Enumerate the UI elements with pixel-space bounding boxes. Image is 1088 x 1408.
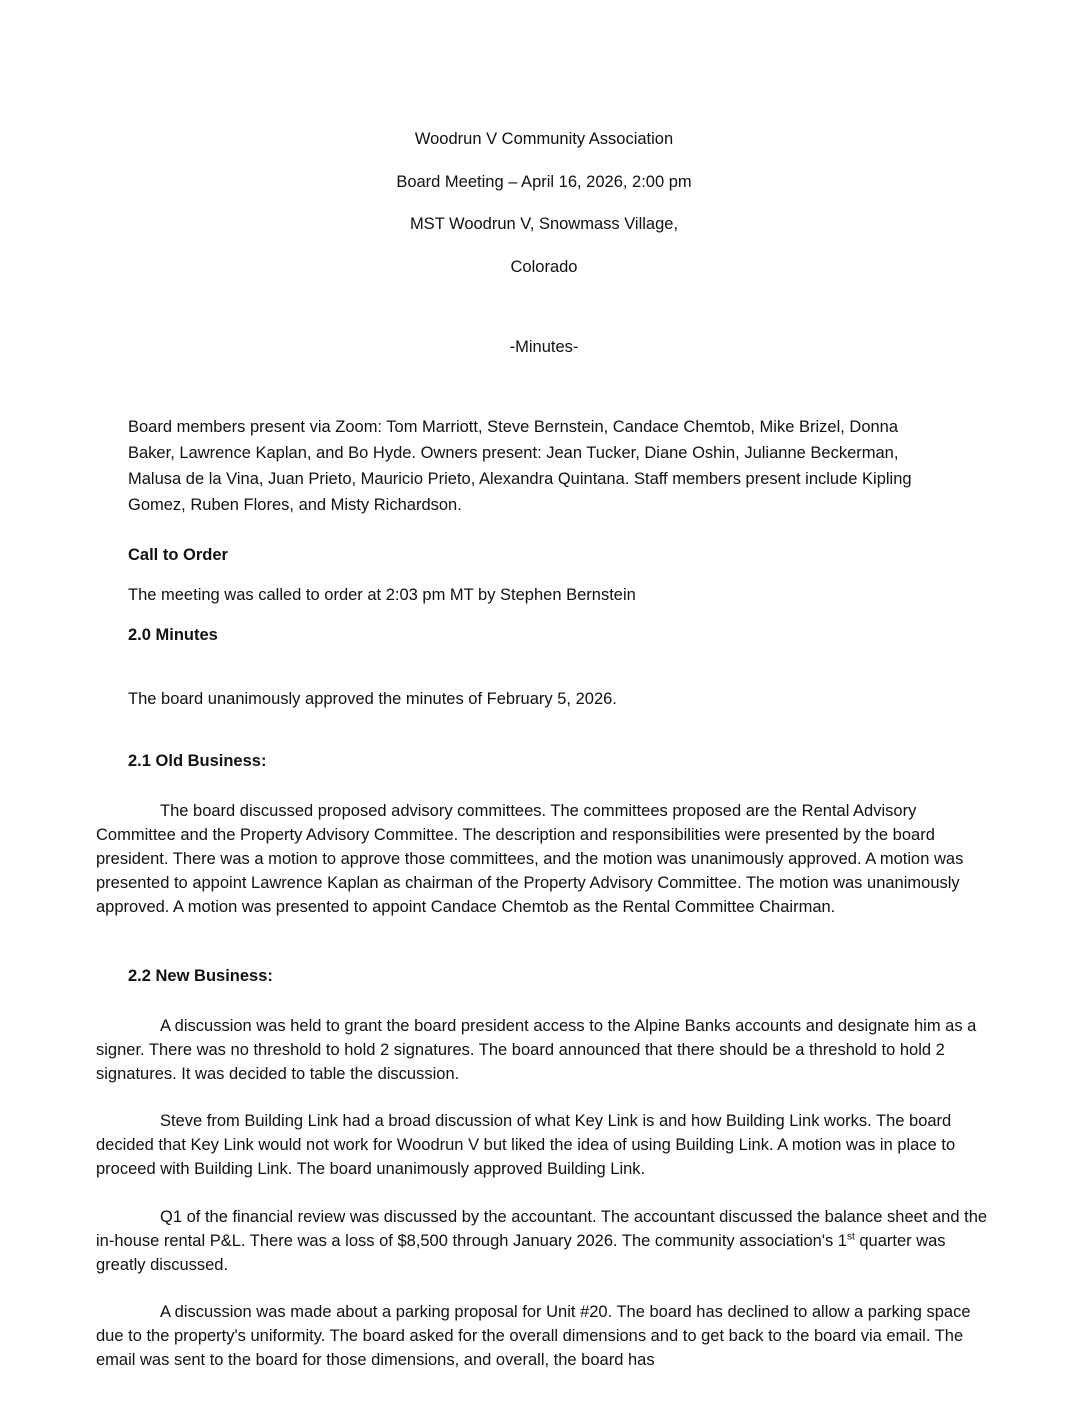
new-business-paragraph-3 xyxy=(96,1205,988,1277)
old-business-text: The board discussed proposed advisory committees. The committees proposed are the Rental Advisory Committee and the Property Advisory Committee. The description and responsibilities were presented by the board president. There was a motion to approve those committees, and the motion was unanimously approved. A motion was presented to appoint Lawrence Kaplan as chairman of the Property Advisory Committee. The motion was unanimously approved. A motion was presented to appoint Candace Chemtob as the Rental Committee Chairman. xyxy=(96,802,964,916)
new-business-paragraph-2 xyxy=(96,1109,988,1181)
new-business-text-3a: Q1 of the financial review was discussed by the accountant. The accountant discussed the balance sheet and the in-house rental P&L. There was a loss of $8,500 through January 2026. The community association's 1 xyxy=(96,1208,988,1250)
new-business-text-3b: quarter was greatly discussed. xyxy=(96,1232,946,1274)
minutes-text: The board unanimously approved the minutes of February 5, 2026. xyxy=(128,690,617,708)
new-business-paragraph-4 xyxy=(96,1300,988,1372)
old-business-paragraph xyxy=(96,799,988,919)
new-business-text-1: A discussion was held to grant the board president access to the Alpine Banks accounts and designate him as a signer. There was no threshold to hold 2 signatures. The board announced that there should be a threshold to hold 2 signatures. It was decided to table the discussion. xyxy=(96,1017,977,1083)
minutes-heading: 2.0 Minutes xyxy=(128,626,218,644)
new-business-paragraph-1 xyxy=(96,1014,988,1086)
old-business-heading: 2.1 Old Business: xyxy=(128,752,267,770)
call-to-order-heading: Call to Order xyxy=(128,546,228,564)
new-business-text-4: A discussion was made about a parking proposal for Unit #20. The board has declined to allow a parking space due to the property's uniformity. The board asked for the overall dimensions and to get back to the board via email. The email was sent to the board for those dimensions, and overall, the board has xyxy=(96,1303,971,1369)
call-to-order-text: The meeting was called to order at 2:03 pm MT by Stephen Bernstein xyxy=(128,586,636,604)
meeting-title: Board Meeting – April 16, 2026, 2:00 pm xyxy=(396,173,692,191)
attendance-paragraph: Board members present via Zoom: Tom Marriott, Steve Bernstein, Candace Chemtob, Mike Brizel, Donna Baker, Lawrence Kaplan, and Bo Hyde. Owners present: Jean Tucker, Diane Oshin, Julianne Beckerman, Malusa de la Vina, Juan Prieto, Mauricio Prieto, Alexandra Quintana. Staff members present include Kipling Gomez, Ruben Flores, and Misty Richardson. xyxy=(128,418,912,514)
location-line-2: Colorado xyxy=(510,258,578,276)
doc-type-label: -Minutes- xyxy=(509,338,579,356)
ordinal-suffix: st xyxy=(846,1231,855,1243)
new-business-text-2: Steve from Building Link had a broad discussion of what Key Link is and how Building Link works. The board decided that Key Link would not work for Woodrun V but liked the idea of using Building Link. A motion was in place to proceed with Building Link. The board unanimously approved Building Link. xyxy=(96,1112,956,1178)
org-name: Woodrun V Community Association xyxy=(414,130,674,148)
new-business-heading: 2.2 New Business: xyxy=(128,967,273,985)
location-line-1: MST Woodrun V, Snowmass Village, xyxy=(409,215,679,233)
